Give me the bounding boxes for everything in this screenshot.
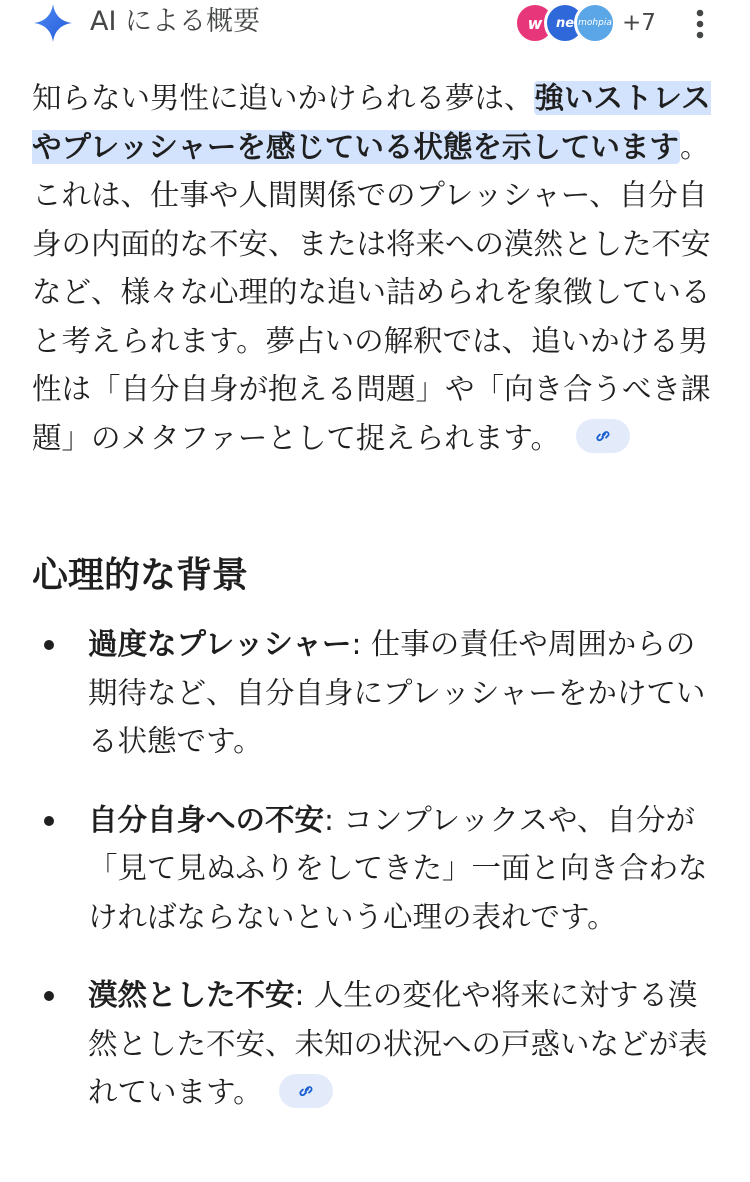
link-icon bbox=[592, 425, 614, 447]
intro-paragraph bbox=[32, 74, 716, 462]
item-term: 漠然とした不安 bbox=[88, 978, 295, 1012]
bullet-dot bbox=[44, 991, 54, 1001]
link-icon bbox=[295, 1080, 317, 1102]
item-text: : コンプレックスや、自分が「見て見ぬふりをしてきた」一面と向き合わなければならないという心理の表れです。 bbox=[88, 802, 708, 934]
item-text: : 人生の変化や将来に対する漠然とした不安、未知の状況への戸惑いなどが表れています。 bbox=[88, 978, 708, 1109]
bullet-dot bbox=[44, 816, 54, 826]
item-term: 過度なプレッシャー bbox=[88, 627, 352, 661]
source-link-button[interactable] bbox=[279, 1074, 333, 1108]
source-link-button[interactable] bbox=[576, 419, 630, 453]
intro-text: 知らない男性に追いかけられる夢は、 bbox=[32, 81, 534, 115]
bullet-dot bbox=[44, 640, 54, 650]
ai-overview-title: AI による概要 bbox=[90, 6, 261, 37]
item-text: : 仕事の責任や周囲からの期待など、自分自身にプレッシャーをかけている状態です。 bbox=[88, 627, 706, 758]
source-avatar[interactable]: mohpia bbox=[574, 2, 616, 44]
source-avatar[interactable]: ne bbox=[544, 2, 586, 44]
source-avatars[interactable] bbox=[514, 2, 656, 44]
highlighted-summary: 強いストレスやプレッシャーを感じている状態を示しています bbox=[32, 81, 711, 164]
more-sources-count[interactable]: +7 bbox=[622, 10, 656, 36]
list-item bbox=[0, 620, 714, 766]
source-avatar[interactable]: w bbox=[514, 2, 556, 44]
list-item bbox=[0, 796, 714, 942]
more-vert-icon[interactable] bbox=[692, 4, 708, 44]
ai-overview-header bbox=[0, 0, 750, 50]
background-list bbox=[0, 620, 750, 1147]
item-term: 自分自身への不安 bbox=[88, 802, 325, 837]
list-item bbox=[0, 971, 714, 1117]
gemini-spark-icon bbox=[32, 2, 74, 44]
intro-text-continued: 。これは、仕事や人間関係でのプレッシャー、自分自身の内面的な不安、または将来への漠然とした不安など、様々な心理的な追い詰められを象徴していると考えられます。夢占いの解釈では、追いかける男性は「自分自身が抱える問題」や「向き合うべき課題」のメタファーとして捉えられます。 bbox=[32, 129, 711, 455]
section-heading: 心理的な背景 bbox=[32, 555, 249, 596]
